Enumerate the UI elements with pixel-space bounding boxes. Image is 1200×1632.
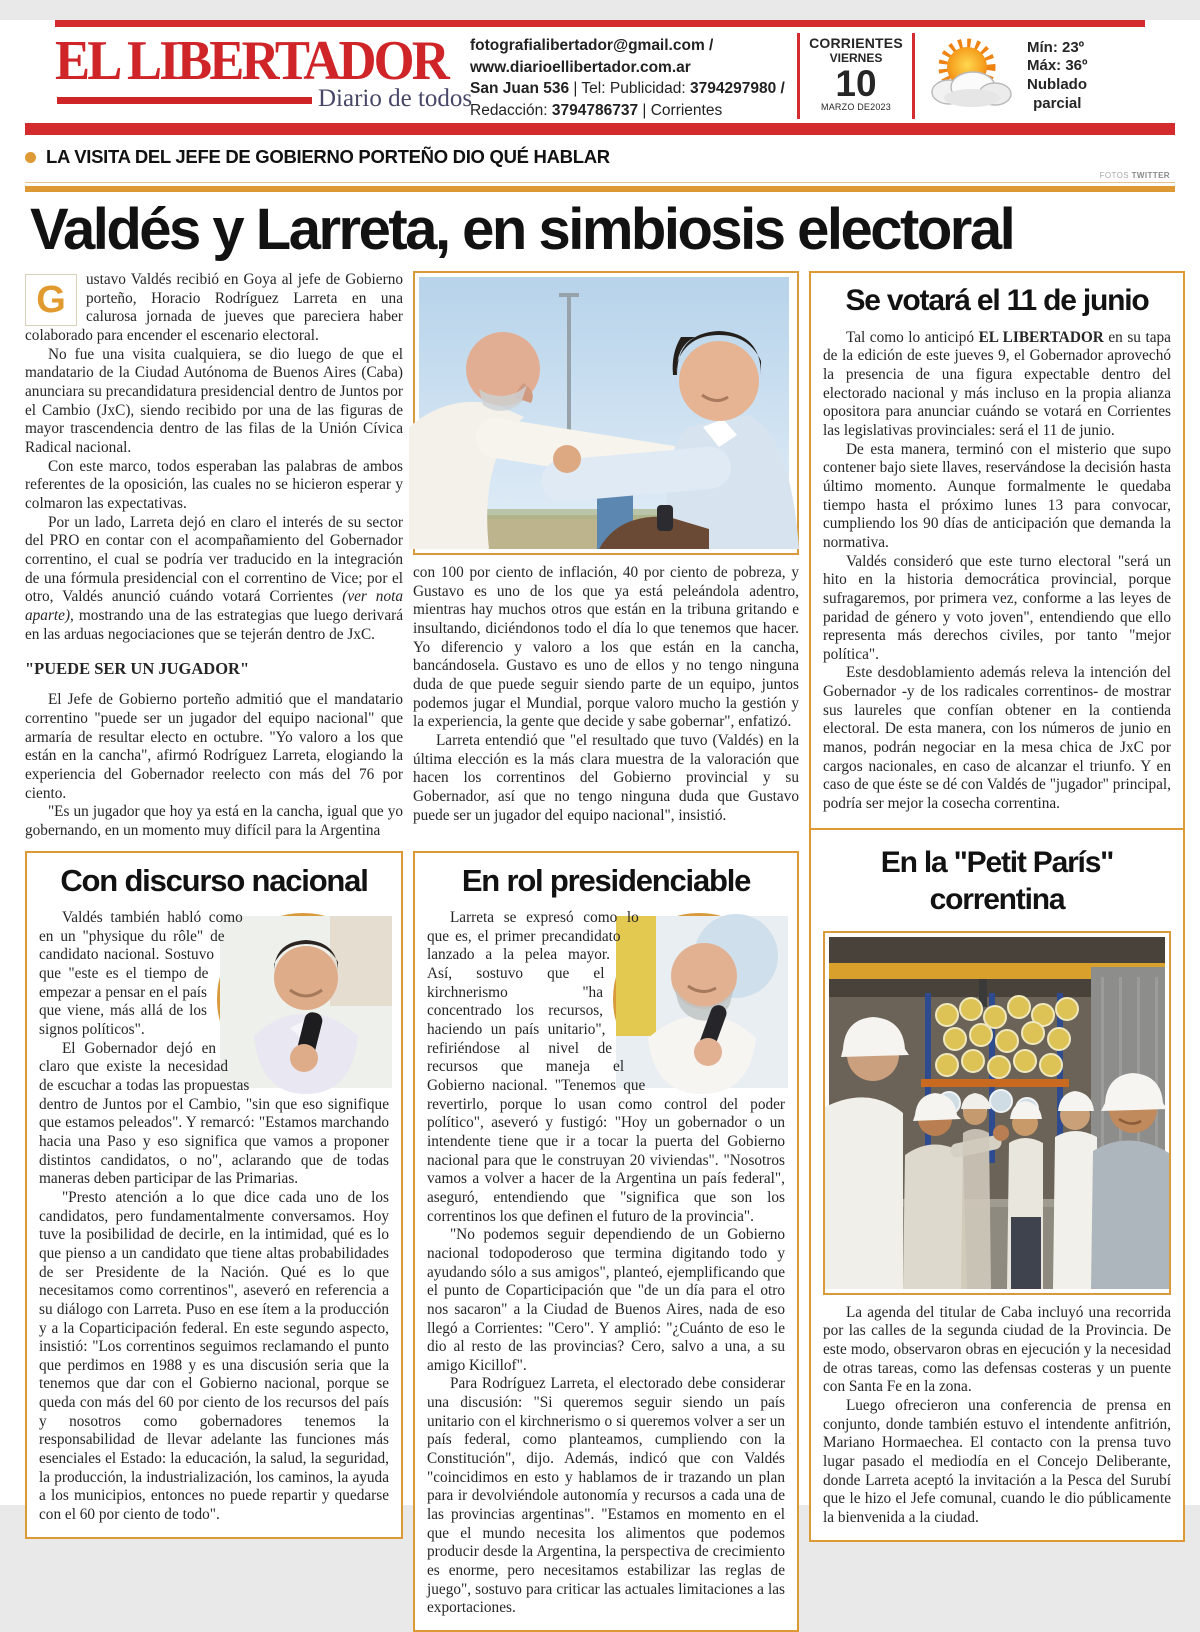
valdes-portrait-photo <box>217 913 389 1085</box>
box-paragraph: De esta manera, terminó con el misterio que supo contener bajo siete llaves, reservándose la decisión hasta último momento. Aunque formalmente le quedaba tiempo hasta el próximo lunes 13 para convocar, cumpliendo los 90 días de anticipación que demanda la normativa. <box>823 440 1171 551</box>
weather-widget <box>915 33 1170 119</box>
date-weekday: VIERNES <box>829 51 883 65</box>
vote-box-title: Se votará el 11 de junio <box>845 284 1149 318</box>
box-paragraph: Luego ofrecieron una conferencia de prensa en conjunto, donde también estuvo el intendente anfitrión, Mariano Hormaechea. El contacto con la prensa tuvo lugar pasado el mediodía en el Concejo Deliberante, donde Larreta aceptó la invitación a la Pesca del Surubí que le hizo el Jefe comunal, cuando le dio públicamente la bienvenida a la ciudad. <box>823 1397 1171 1526</box>
contact-line-redaccion: Redacción: 3794786737 | Corrientes <box>470 102 723 120</box>
box-paragraph: El Gobernador dejó en claro que existe la necesidad de escuchar a todas las propuestas dentro de Juntos por el Cambio, "sin que eso signifique que estamos peleados". Y remarcó: "Estamos marchando hacia una Paso y eso significa que vamos a proponer distintos candidatos, o no", aclarando que de todas maneras deben participar de las Primarias. <box>39 1039 389 1188</box>
discurso-nacional-box <box>25 851 403 1539</box>
date-city: CORRIENTES <box>809 35 903 51</box>
contact-line-address: San Juan 536 | Tel: Publicidad: 3794297980 / <box>470 80 785 98</box>
box-paragraph: Tal como lo anticipó EL LIBERTADOR en su tapa de la edición de este jueves 9, el Gobernador aprovechó la presencia de una figura expectable dentro del electorado nacional y más incluso en la propia alianza opositora para anunciar cuándo se votará en Corrientes las legislativas provinciales: será el 11 de junio. <box>823 328 1171 439</box>
content-grid <box>0 271 1200 1632</box>
header-top-red-bar <box>55 20 1145 27</box>
date-day: 10 <box>835 63 877 104</box>
article-subhead: "PUEDE SER UN JUGADOR" <box>25 659 250 679</box>
weather-max: Máx: 36º <box>1027 57 1088 75</box>
box-paragraph: Valdés también habló como en un "physique du rôle" de candidato nacional. Sostuvo que "este es el tiempo de empezar a pensar en el país que viene, más allá de los signos políticos". <box>39 909 243 1039</box>
masthead-underline <box>57 97 312 104</box>
larreta-portrait-photo <box>613 913 785 1085</box>
warehouse-photo <box>823 931 1171 1295</box>
date-month-year: MARZO DE2023 <box>821 102 891 112</box>
box-paragraph: "No podemos seguir dependiendo de un Gobierno nacional todopoderoso que termina digitando todo y ayudando sólo a sus amigos", planteó, ejemplificando que el punto de Coparticipación que "de un día para el otro nos sacaron" a la Ciudad de Buenos Aires, nada de eso llegó a Corrientes: "Cero". Y amplió: "¿Cuánto de eso le dio al resto de las provincias? Cero, salvo a una, a su amigo Kicillof". <box>427 1226 785 1374</box>
article-paragraph: Larreta entendió que "el resultado que tuvo (Valdés) en la última elección es la más clara muestra de la valoración que hacen los correntinos del Gobierno provincial y su Gobernador, así que no tengo ninguna duda que Gustavo puede ser un jugador del equipo nacional", insistió. <box>413 732 799 824</box>
box-paragraph: Este desdoblamiento además releva la intención del Gobernador -y de los radicales correntinos- de mostrar sus laureles que confían obtener en la contienda electoral. De esta manera, con los números de junio en manos, podrán negociar en la mesa chica de JxC por cargos nacionales, en caso de alcanzar el triunfo. Y en caso de que éste se dé con Valdés de "jugador" principal, podría ser mejor la cosecha correntina. <box>823 664 1171 813</box>
article-paragraph: Por un lado, Larreta dejó en claro el interés de su sector del PRO en contar con el acompañamiento del Gobernador correntino, el cual se podría ver traducido en la integración de una fórmula presidencial con el correntino de Vice; por el otro, Valdés anunció cuándo votará Corrientes (ver nota aparte), mostrando una de las estrategias que luego derivará en las arduas negociaciones que se tejerán dentro de JxC. <box>25 513 403 643</box>
article-paragraph: Con este marco, todos esperaban las palabras de ambos referentes de la oposición, las cuales no se hicieron esperar y colmaron las expectativas. <box>25 457 403 513</box>
masthead-row <box>0 27 1200 119</box>
box-paragraph: Para Rodríguez Larreta, el electorado debe considerar una discusión: "Si queremos seguir siendo un país unitario con el kirchnerismo o si queremos volver a ser un país federal, como planteamos, cumpliendo con la Constitución", dijo. Además, indicó que con Valdés "coincidimos en esto y hablamos de ir trazando un plan para ir devolviéndole autonomía y recursos a cada una de las provincias argentinas". "Estamos en momento en el que el mundo necesita los alimentos que podemos producir desde la Argentina, la perspectiva de crecimiento es enorme, pero necesitamos estabilizar las reglas de juego", sostuvo para criticar las actuales limitaciones a las exportaciones. <box>427 1375 785 1617</box>
orange-rule-thin <box>25 182 1175 183</box>
petit-paris-section <box>823 844 1171 1528</box>
kicker-text: LA VISITA DEL JEFE DE GOBIERNO PORTEÑO DIO QUÉ HABLAR <box>46 146 610 167</box>
discurso-box-title: Con discurso nacional <box>60 862 368 898</box>
contact-block <box>460 33 797 119</box>
petit-box-title: En la "Petit París" correntina <box>880 845 1114 917</box>
orange-rule-thick <box>25 186 1175 192</box>
right-column-box <box>809 271 1185 1541</box>
weather-condition-1: Nublado <box>1027 76 1087 93</box>
drop-cap-box <box>25 274 77 326</box>
newspaper-tagline: Diario de todos <box>318 85 473 112</box>
vote-section <box>823 285 1171 814</box>
kicker-row <box>25 146 1175 180</box>
article-paragraph: "Es un jugador que hoy ya está en la cancha, igual que yo gobernando, en un momento muy difícil para la Argentina <box>25 803 403 839</box>
section-divider <box>811 828 1183 830</box>
date-box <box>797 33 915 119</box>
sun-behind-cloud-icon <box>923 37 1019 116</box>
box-paragraph: La agenda del titular de Caba incluyó una recorrida por las calles de la segunda ciudad de la Provincia. De este modo, observaron obras en ejecución y la necesidad de otras tareas, como las defensas costeras y un puente con Santa Fe en la zona. <box>823 1303 1171 1396</box>
main-article-column-2 <box>413 271 799 825</box>
rol-box-title: En rol presidenciable <box>461 862 751 898</box>
bullet-icon <box>25 152 36 163</box>
main-article-column-1 <box>25 271 403 840</box>
article-paragraph: con 100 por ciento de inflación, 40 por ciento de pobreza, y Gustavo es uno de los que ya está peleándola adentro, mientras hay muchos otros que están en la tribuna gritando e insultando, diciéndonos todo el día lo que tenemos que hacer. Yo diferencio y valoro a los que están en la cancha, bancándosela. Gustavo es uno de ellos y no tengo ninguna duda de que puede seguir siendo parte de un equipo, juntos podemos jugar el Mundial, porque valoro mucho la gestión y la experiencia, la gente que decide y sabe gobernar", enfatizó. <box>413 564 799 731</box>
header-bottom-red-bar <box>25 123 1175 135</box>
article-paragraph: No fue una visita cualquiera, se dio luego de que el mandatario de la Ciudad Autónoma de Buenos Aires (Caba) anunciara su precandidatura presidencial dentro de Juntos por el Cambio (JxC), siendo recibido por una de las figuras de mayor trascendencia dentro de las filas de la Unión Cívica Radical nacional. <box>25 345 403 457</box>
article-paragraph: ustavo Valdés recibió en Goya al jefe de Gobierno porteño, Horacio Rodríguez Larreta en una calurosa jornada de jueves que pareciera haber colaborado para encender el escenario electoral. <box>25 271 403 345</box>
weather-condition-2: parcial <box>1033 94 1082 112</box>
box-paragraph: Larreta se expresó como lo que es, el primer precandidato lanzado a la pelea mayor. Así, sostuvo que el kirchnerismo "ha concentrado los recursos, haciendo un país unitario", refiriéndose al nivel de recursos que maneja el Gobierno nacional. "Tenemos que revertirlo, porque lo usan como control del poder político", aseveró y fustigó: "Hoy un gobernador o un intendente tiene que ir a tocar la puerta del Gobierno nacional para que le construyan 20 viviendas". "Nosotros vamos a volver a hacer de la Argentina un país federal", aseguró, entendiendo que "significa que son los correntinos los que definen el futuro de la provincia". <box>427 909 785 1225</box>
masthead <box>55 30 473 119</box>
main-headline: Valdés y Larreta, en simbiosis electoral <box>30 197 1014 262</box>
photo-credit: FOTOS TWITTER <box>1099 171 1170 180</box>
main-photo <box>413 271 799 555</box>
weather-min: Mín: 23º <box>1027 38 1085 56</box>
kicker <box>25 146 1175 168</box>
newspaper-front-page <box>0 20 1200 1617</box>
article-paragraph: El Jefe de Gobierno porteño admitió que el mandatario correntino "puede ser un jugador del equipo nacional" que armaría de resultar electo en octubre. "Yo valoro a los que están en la cancha", afirmó Rodríguez Larreta, elogiando la experiencia del Gobernador reelecto con más del 76 por ciento. <box>25 691 403 802</box>
box-paragraph: Valdés consideró que este turno electoral "será un hito en la historia democrática provincial, porque sufragaremos, por primera vez, conforme a las leyes de paridad de género y voto joven", entendiendo que ello representa más derechos civiles, por tanto "mejor política". <box>823 552 1171 663</box>
contact-line-web: www.diarioellibertador.com.ar <box>470 58 691 76</box>
rol-presidenciable-box <box>413 851 799 1632</box>
box-paragraph: "Presto atención a lo que dice cada uno de los candidatos, pero fundamentalmente conversamos. Hoy tuve la posibilidad de decirle, en la intimidad, qué es lo que pienso a un candidato que tiene altas probabilidades de ser Presidente de la Nación. Qué es lo que necesitamos como correntinos", aseveró en referencia a su diálogo con Larreta. Puso en ese ítem a la producción y a la Coparticipación federal. En este segundo aspecto, insistió: "Los correntinos seguimos reclamando el punto que perdimos en 1988 y es una discusión seria que la tenemos que dar con el Gobierno nacional, porque se queda con más del 60 por ciento de los recursos del país y nosotros como gobernadores tenemos la responsabilidad de llevar adelante las funciones más esenciales el Estado: la educación, la salud, la seguridad, la producción, la industrialización, los caminos, la ayuda a los municipios, entonces no puede repartir y quedarse con el 60 por ciento de todo". <box>39 1188 389 1524</box>
drop-cap: G <box>36 279 66 322</box>
newspaper-title: EL LIBERTADOR <box>55 30 447 92</box>
contact-line-email: fotografialibertador@gmail.com / <box>470 37 714 54</box>
weather-text <box>1027 39 1088 114</box>
